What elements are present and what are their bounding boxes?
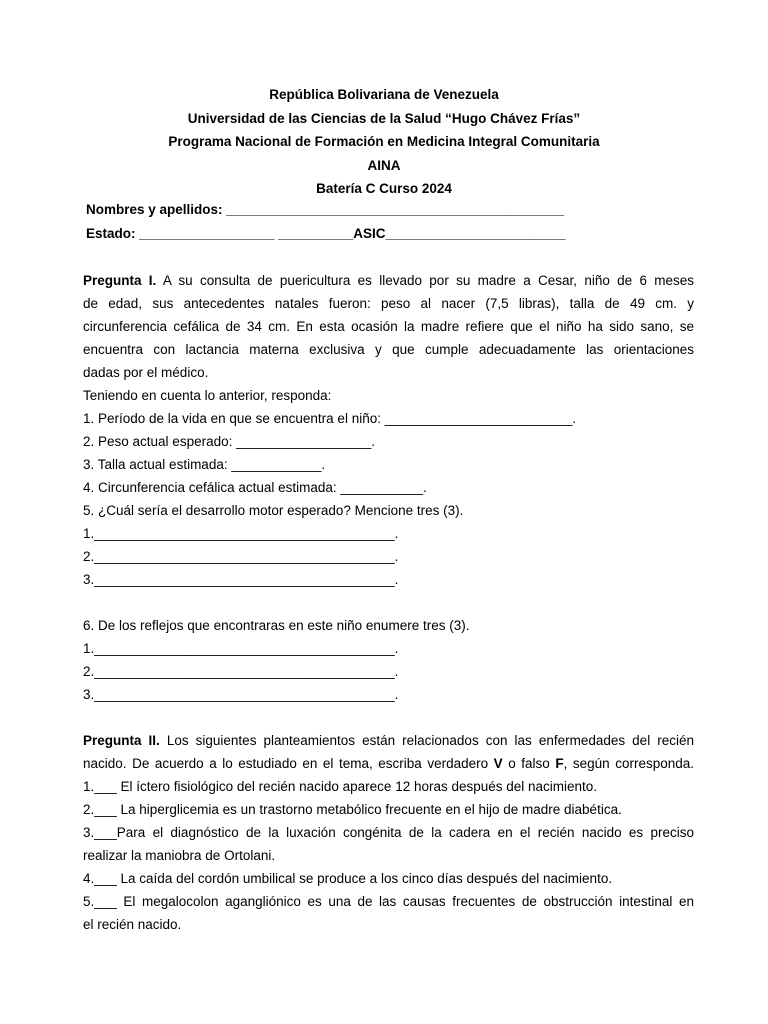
statement-1[interactable]: 1.___ El íctero fisiológico del recién nacido aparece 12 horas después del nacimiento. — [83, 779, 598, 794]
exam-body — [83, 269, 694, 936]
question-1-item-1[interactable]: 1. Período de la vida en que se encuentra el niño: _________________________. — [83, 411, 577, 426]
student-fields — [86, 198, 566, 246]
question-1-item-3[interactable]: 3. Talla actual estimada: ____________. — [83, 457, 326, 472]
answer-line[interactable]: 1.________________________________________. — [83, 641, 399, 656]
question-1-text-line: dadas por el médico. — [83, 365, 209, 380]
header-university: Universidad de las Ciencias de la Salud “Hugo Chávez Frías” — [187, 110, 581, 126]
question-1-text-line: encuentra con lactancia materna exclusiva y que cumple adecuadamente las orientaciones — [83, 342, 694, 357]
header-battery: Batería C Curso 2024 — [316, 181, 452, 196]
answer-line[interactable]: 3.________________________________________. — [83, 572, 399, 587]
state-asic-field[interactable]: Estado: __________________ __________ASIC________________________ — [86, 226, 566, 241]
spacer — [83, 706, 694, 729]
question-2-label: Pregunta II. — [83, 733, 160, 748]
question-1-instruction: Teniendo en cuenta lo anterior, responda: — [83, 388, 332, 403]
statement-3[interactable]: 3.___Para el diagnóstico de la luxación congénita de la cadera en el recién nacido es preciso — [83, 825, 694, 840]
question-1-text-line: de edad, sus antecedentes natales fueron: peso al nacer (7,5 libras), talla de 49 cm. y — [83, 296, 694, 311]
question-1-label: Pregunta I. — [83, 273, 157, 288]
question-1-item-4[interactable]: 4. Circunferencia cefálica actual estimada: ___________. — [83, 480, 427, 495]
answer-line[interactable]: 3.________________________________________. — [83, 687, 399, 702]
question-1-item-6: 6. De los reflejos que encontraras en este niño enumere tres (3). — [83, 618, 470, 633]
question-1-text-line: circunferencia cefálica de 34 cm. En esta ocasión la madre refiere que el niño ha sido sano, se — [83, 319, 694, 334]
statement-5-continued: el recién nacido. — [83, 917, 182, 932]
question-2-text-line: Pregunta II. Los siguientes planteamientos están relacionados con las enfermedades del recién — [83, 733, 694, 748]
question-1-item-2[interactable]: 2. Peso actual esperado: __________________. — [83, 434, 375, 449]
statement-4[interactable]: 4.___ La caída del cordón umbilical se produce a los cinco días después del nacimiento. — [83, 871, 613, 886]
spacer — [83, 591, 694, 614]
statement-3-continued: realizar la maniobra de Ortolani. — [83, 848, 276, 863]
statement-2[interactable]: 2.___ La hiperglicemia es un trastorno metabólico frecuente en el hijo de madre diabética. — [83, 802, 622, 817]
header-program: Programa Nacional de Formación en Medicina Integral Comunitaria — [168, 134, 600, 149]
header-subject: AINA — [367, 157, 401, 173]
name-field[interactable]: Nombres y apellidos: _____________________________________________ — [86, 202, 565, 217]
answer-line[interactable]: 1.________________________________________. — [83, 526, 399, 541]
header-country: República Bolivariana de Venezuela — [269, 87, 499, 102]
statement-5[interactable]: 5.___ El megalocolon agangliónico es una de las causas frecuentes de obstrucción intestinal en — [83, 894, 694, 909]
question-1-text-line: Pregunta I. A su consulta de puericultura es llevado por su madre a Cesar, niño de 6 meses — [83, 273, 695, 288]
document-header — [0, 83, 768, 201]
answer-line[interactable]: 2.________________________________________. — [83, 549, 399, 564]
answer-line[interactable]: 2.________________________________________. — [83, 664, 399, 679]
question-2-text-line: nacido. De acuerdo a lo estudiado en el tema, escriba verdadero V o falso F, según corresponda. — [83, 756, 694, 771]
question-1-item-5: 5. ¿Cuál sería el desarrollo motor esperado? Mencione tres (3). — [83, 503, 464, 518]
